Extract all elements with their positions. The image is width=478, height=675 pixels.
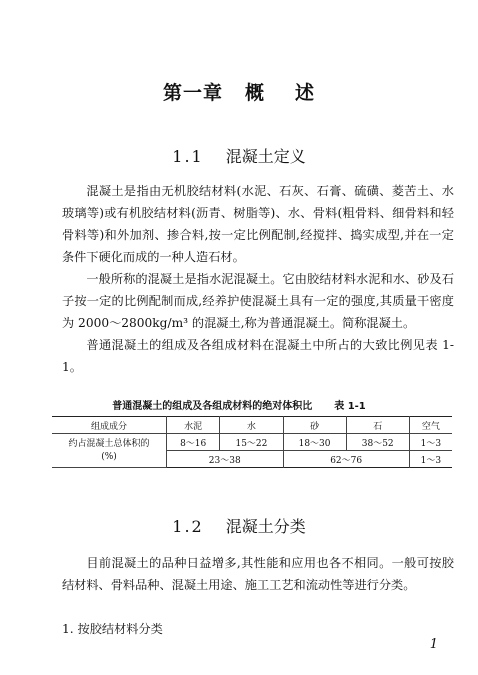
cell-sand: 18～30 (283, 434, 346, 451)
header-sand: 砂 (283, 417, 346, 434)
definition-paragraph: 混凝土是指由无机胶结材料(水泥、石灰、石膏、硫磺、菱苦土、水玻璃等)或有机胶结材料(沥青、树脂等)、水、骨料(粗骨料、细骨料和轻骨料等)和外加剂、掺合料,按一定比例配制,经搅拌、捣实成型,并在一定条件下硬化而成的一种人造石材。 (62, 184, 454, 264)
classification-paragraph: 目前混凝土的品种日益增多,其性能和应用也各不相同。一般可按胶结材料、骨料品种、混凝土用途、施工工艺和流动性等进行分类。 (62, 556, 454, 592)
header-component: 组成成分 (52, 417, 167, 434)
chapter-label: 第一章 (162, 82, 223, 104)
section-2-heading (0, 514, 478, 537)
composition-table (52, 416, 452, 468)
section-1-number: 1.1 (172, 147, 204, 166)
section-1-heading (0, 144, 478, 167)
table-header-row (52, 417, 452, 434)
cell-air: 1～3 (409, 434, 452, 451)
row-label (52, 434, 167, 468)
row-label-line1: 约占混凝土总体积的 (68, 438, 150, 449)
cell-stone: 38～52 (346, 434, 409, 451)
table-reference-paragraph: 普通混凝土的组成及各组成材料在混凝土中所占的大致比例见表 1-1。 (62, 338, 454, 374)
chapter-title-part2: 述 (295, 82, 316, 104)
table-caption-text: 普通混凝土的组成及各组成材料的绝对体积比 (112, 401, 313, 412)
chapter-title-part1: 概 (244, 82, 265, 104)
section-1-title: 混凝土定义 (225, 147, 306, 166)
header-water: 水 (220, 417, 283, 434)
normal-concrete-paragraph: 一般所称的混凝土是指水泥混凝土。它由胶结材料水泥和水、砂及石子按一定的比例配制而成,经养护使混凝土具有一定的强度,其质量干密度为 2000～2800kg/m³ 的混凝土,称为普通混凝土。简称混凝土。 (62, 272, 454, 330)
table-caption (0, 397, 478, 412)
page-number: 1 (429, 637, 438, 652)
header-air: 空气 (409, 417, 452, 434)
row-label-line2: (%) (101, 451, 117, 462)
classification-item-1: 1. 按胶结材料分类 (62, 622, 163, 636)
cell-cement-paste: 23～38 (167, 451, 284, 468)
chapter-title (0, 78, 478, 105)
cell-water: 15～22 (220, 434, 283, 451)
header-cement: 水泥 (167, 417, 220, 434)
section-2-title: 混凝土分类 (225, 517, 306, 536)
table-number: 表 1-1 (334, 401, 366, 412)
cell-aggregate: 62～76 (283, 451, 409, 468)
header-stone: 石 (346, 417, 409, 434)
table-row (52, 434, 452, 451)
cell-air-total: 1～3 (409, 451, 452, 468)
cell-cement: 8～16 (167, 434, 220, 451)
section-2-number: 1.2 (172, 517, 204, 536)
